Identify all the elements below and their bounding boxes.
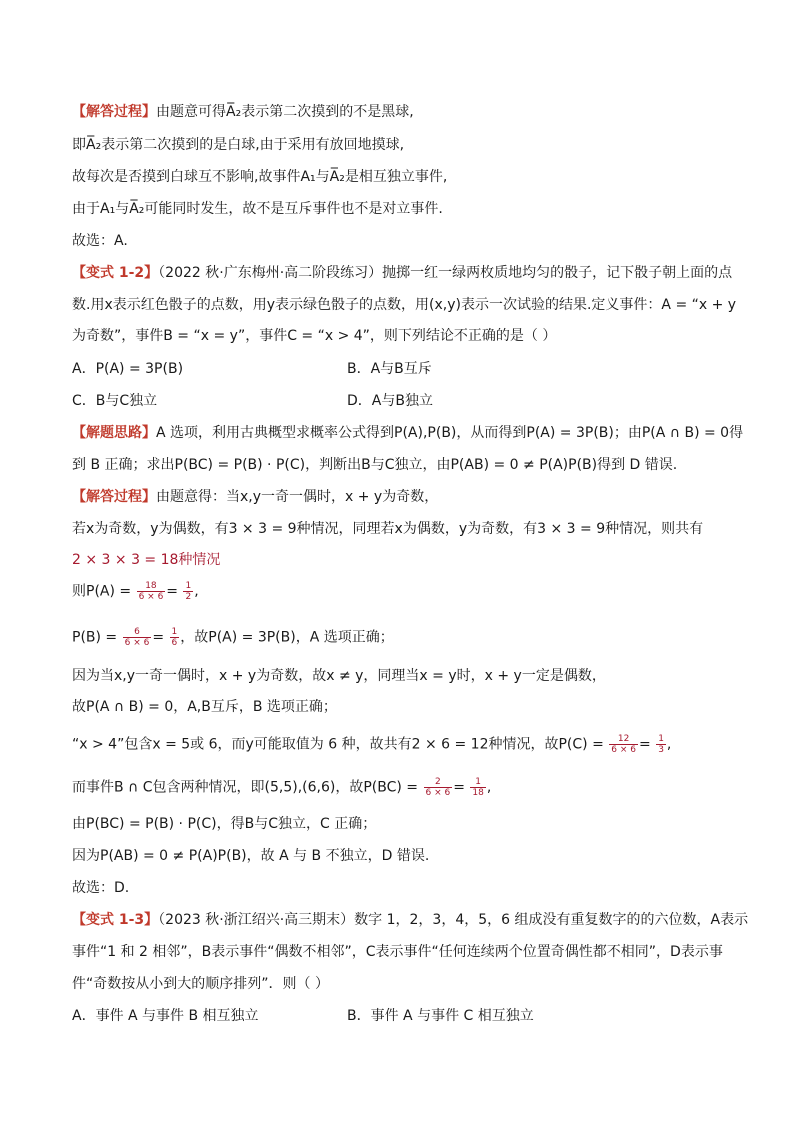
solution-process-line-3: 故每次是否摸到白球互不影响,故事件A₁与A̅₂是相互独立事件, xyxy=(72,169,448,185)
pbc-den-2: 18 xyxy=(472,788,484,798)
probability-bc-line xyxy=(72,777,491,798)
solution-process-line-4: 由于A₁与A̅₂可能同时发生，故不是互斥事件也不是对立事件. xyxy=(72,201,443,217)
section-tag: 【变式 1-2】 xyxy=(72,265,159,281)
probability-b-line xyxy=(72,627,394,648)
section-tag: 【解答过程】 xyxy=(72,104,156,120)
solution-idea-line-1: 【解题思路】A 选项，利用古典概型求概率公式得到P(A),P(B)，从而得到P(A) = 3P(B)；由P(A ∩ B) = 0得 xyxy=(72,425,744,441)
pc-fraction-1 xyxy=(609,734,638,755)
option-b: B．A与B互斥 xyxy=(347,361,432,377)
variant-1-2-question-line-1: 【变式 1-2】（2022 秋·广东梅州·高二阶段练习）抛掷一红一绿两枚质地均匀的骰子，记下骰子朝上面的点 xyxy=(72,265,733,281)
probability-c-line xyxy=(72,734,671,755)
pa-den-2: 2 xyxy=(185,592,192,602)
pb-prefix: P(B) = xyxy=(72,629,118,646)
variant-1-3-question-line-1: 【变式 1-3】（2023 秋·浙江绍兴·高三期末）数字 1，2，3，4，5，6 组成没有重复数字的的六位数，A表示 xyxy=(72,912,749,928)
pbc-num-1: 2 xyxy=(424,777,453,788)
solution-process-2-line-6: 因为当x,y一奇一偶时，x + y为奇数，故x ≠ y，同理当x = y时，x + y一定是偶数， xyxy=(72,668,606,684)
solution-process-line-1: 【解答过程】由题意可得A̅₂表示第二次摸到的不是黑球, xyxy=(72,104,414,120)
pb-num-1: 6 xyxy=(123,627,152,638)
variant-1-3-option-a: A．事件 A 与事件 B 相互独立 xyxy=(72,1008,259,1024)
option-a: A．P(A) = 3P(B) xyxy=(72,361,184,377)
pa-num-1: 18 xyxy=(137,581,166,592)
pb-den-2: 6 xyxy=(171,638,178,648)
probability-a-line xyxy=(72,581,199,602)
pb-fraction-1 xyxy=(123,627,152,648)
pc-prefix: “x > 4”包含x = 5或 6，而y可能取值为 6 种，故共有2 × 6 = 12种情况，故P(C) = xyxy=(72,736,604,753)
pc-den-1: 6 × 6 xyxy=(611,745,636,755)
pb-num-2: 1 xyxy=(171,627,178,637)
variant-1-2-question-line-2: 数.用x表示红色骰子的点数，用y表示绿色骰子的点数，用(x,y)表示一次试验的结果.定义事件：A = “x + y xyxy=(72,297,737,313)
pa-eq: = xyxy=(166,583,179,600)
pa-fraction-1 xyxy=(137,581,166,602)
pbc-prefix: 而事件B ∩ C包含两种情况，即(5,5),(6,6)，故P(BC) = xyxy=(72,779,419,796)
solution-process-2-line-2: 若x为奇数，y为偶数，有3 × 3 = 9种情况，同理若x为偶数，y为奇数，有3 × 3 = 9种情况，则共有 xyxy=(72,521,704,537)
pb-fraction-2 xyxy=(170,627,180,648)
section-tag: 【变式 1-3】 xyxy=(72,912,159,928)
pb-den-1: 6 × 6 xyxy=(124,638,150,648)
pc-num-1: 12 xyxy=(609,734,638,745)
answer-line-2: 故选：D. xyxy=(72,880,130,896)
variant-1-3-question-line-2: 事件“1 和 2 相邻”，B表示事件“偶数不相邻”，C表示事件“任何连续两个位置奇偶性都不相同”，D表示事 xyxy=(72,944,723,960)
pbc-suffix: , xyxy=(486,779,492,796)
solution-process-2-line-3: 2 × 3 × 3 = 18种情况 xyxy=(72,552,221,568)
pc-num-2: 1 xyxy=(658,734,664,744)
pc-suffix: , xyxy=(666,736,672,753)
pa-prefix: 则P(A) = xyxy=(72,583,132,600)
pa-suffix: , xyxy=(194,583,199,600)
option-c: C．B与C独立 xyxy=(72,393,158,409)
section-tag: 【解答过程】 xyxy=(72,489,156,505)
variant-1-3-option-b: B．事件 A 与事件 C 相互独立 xyxy=(347,1008,534,1024)
section-tag: 【解题思路】 xyxy=(72,425,156,441)
pbc-fraction-2 xyxy=(470,777,485,798)
pa-num-2: 1 xyxy=(185,581,192,591)
solution-process-line-2: 即A̅₂表示第二次摸到的是白球,由于采用有放回地摸球, xyxy=(72,137,405,153)
pb-suffix: ，故P(A) = 3P(B)，A 选项正确； xyxy=(180,629,394,646)
pbc-num-2: 1 xyxy=(470,777,485,788)
pa-fraction-2 xyxy=(183,581,193,602)
pbc-eq: = xyxy=(453,779,465,796)
pbc-fraction-1 xyxy=(424,777,453,798)
variant-1-3-question-line-3: 件“奇数按从小到大的顺序排列”．则（ ） xyxy=(72,976,329,992)
solution-process-2-line-7: 故P(A ∩ B) = 0，A,B互斥，B 选项正确； xyxy=(72,699,337,715)
solution-process-2-line-10: 由P(BC) = P(B) · P(C)，得B与C独立，C 正确； xyxy=(72,816,377,832)
solution-process-2-line-11: 因为P(AB) = 0 ≠ P(A)P(B)，故 A 与 B 不独立，D 错误. xyxy=(72,848,430,864)
pb-eq: = xyxy=(152,629,165,646)
pbc-den-1: 6 × 6 xyxy=(425,788,451,798)
pc-den-2: 3 xyxy=(658,745,664,755)
answer-line-1: 故选：A. xyxy=(72,233,128,249)
solution-idea-line-2: 到 B 正确；求出P(BC) = P(B) · P(C)，判断出B与C独立，由P(AB) = 0 ≠ P(A)P(B)得到 D 错误. xyxy=(72,457,678,473)
variant-1-2-question-line-3: 为奇数”，事件B = “x = y”，事件C = “x > 4”，则下列结论不正确的是（ ） xyxy=(72,328,557,344)
pc-fraction-2 xyxy=(656,734,666,755)
pa-den-1: 6 × 6 xyxy=(138,592,164,602)
pc-eq: = xyxy=(639,736,651,753)
option-d: D．A与B独立 xyxy=(347,393,433,409)
solution-process-2-line-1: 【解答过程】由题意得：当x,y一奇一偶时，x + y为奇数， xyxy=(72,489,439,505)
